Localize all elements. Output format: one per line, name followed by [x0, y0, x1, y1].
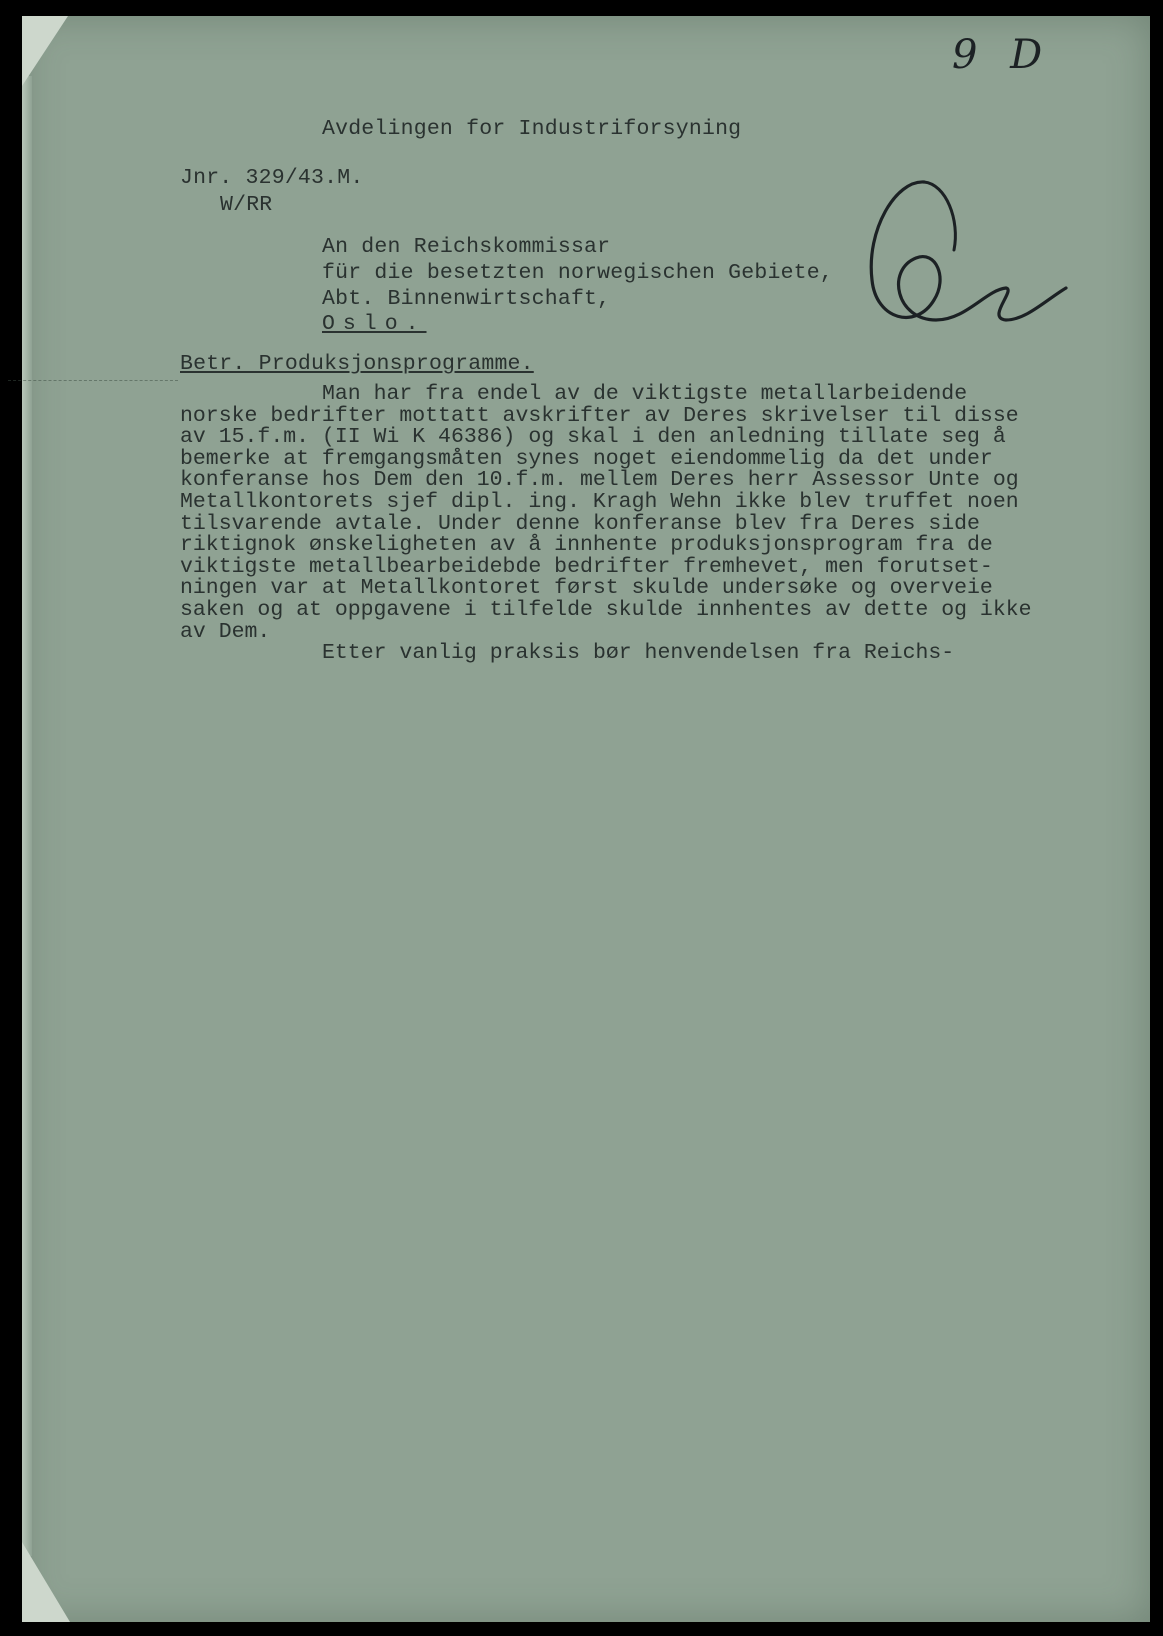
corner-page-note-text: 9 D [952, 32, 1053, 78]
body-line: Man har fra endel av de viktigste metallarbeidende [322, 382, 968, 406]
subject-line: Betr. Produksjonsprogramme. [180, 352, 534, 376]
handwritten-initial-mark [836, 170, 1076, 350]
journal-number: Jnr. 329/43.M. [180, 166, 364, 190]
margin-line [8, 380, 178, 381]
body-line: Metallkontorets sjef dipl. ing. Kragh Wehn ikke blev truffet noen [180, 489, 1019, 514]
corner-page-note [950, 30, 1060, 100]
recipient-line-2: für die besetzten norwegischen Gebiete, [322, 261, 833, 285]
department-heading: Avdelingen for Industriforsyning [322, 117, 742, 141]
folded-corner-top [22, 16, 68, 86]
body-line: tilsvarende avtale. Under denne konferanse blev fra Deres side [180, 511, 980, 536]
body-line: konferanse hos Dem den 10.f.m. mellem Deres herr Assessor Unte og [180, 468, 1019, 493]
body-line: av Dem. [180, 619, 271, 644]
letter-body [180, 384, 1032, 665]
closing-line: Etter vanlig praksis bør henvendelsen fra Reichs- [322, 641, 955, 666]
recipient-line-3: Abt. Binnenwirtschaft, [322, 287, 611, 311]
recipient-city: Oslo. [322, 312, 427, 336]
body-line: ningen var at Metallkontoret først skulde undersøke og overveie [180, 576, 993, 601]
author-initials: W/RR [220, 193, 273, 217]
body-line: norske bedrifter mottatt avskrifter av Deres skrivelser til disse [180, 403, 1019, 428]
body-line: av 15.f.m. (II Wi K 46386) og skal i den anledning tillate seg å [180, 425, 1006, 450]
body-line: viktigste metallbearbeidebde bedrifter fremhevet, men forutset- [180, 554, 993, 579]
page-edge [22, 76, 32, 1556]
body-line: bemerke at fremgangsmåten synes noget eiendommelig da det under [180, 446, 993, 471]
body-line: saken og at oppgavene i tilfelde skulde innhentes av dette og ikke [180, 597, 1032, 622]
folded-corner-bottom [22, 1542, 70, 1622]
recipient-line-1: An den Reichskommissar [322, 235, 611, 259]
body-line: riktignok ønskeligheten av å innhente produksjonsprogram fra de [180, 533, 993, 558]
